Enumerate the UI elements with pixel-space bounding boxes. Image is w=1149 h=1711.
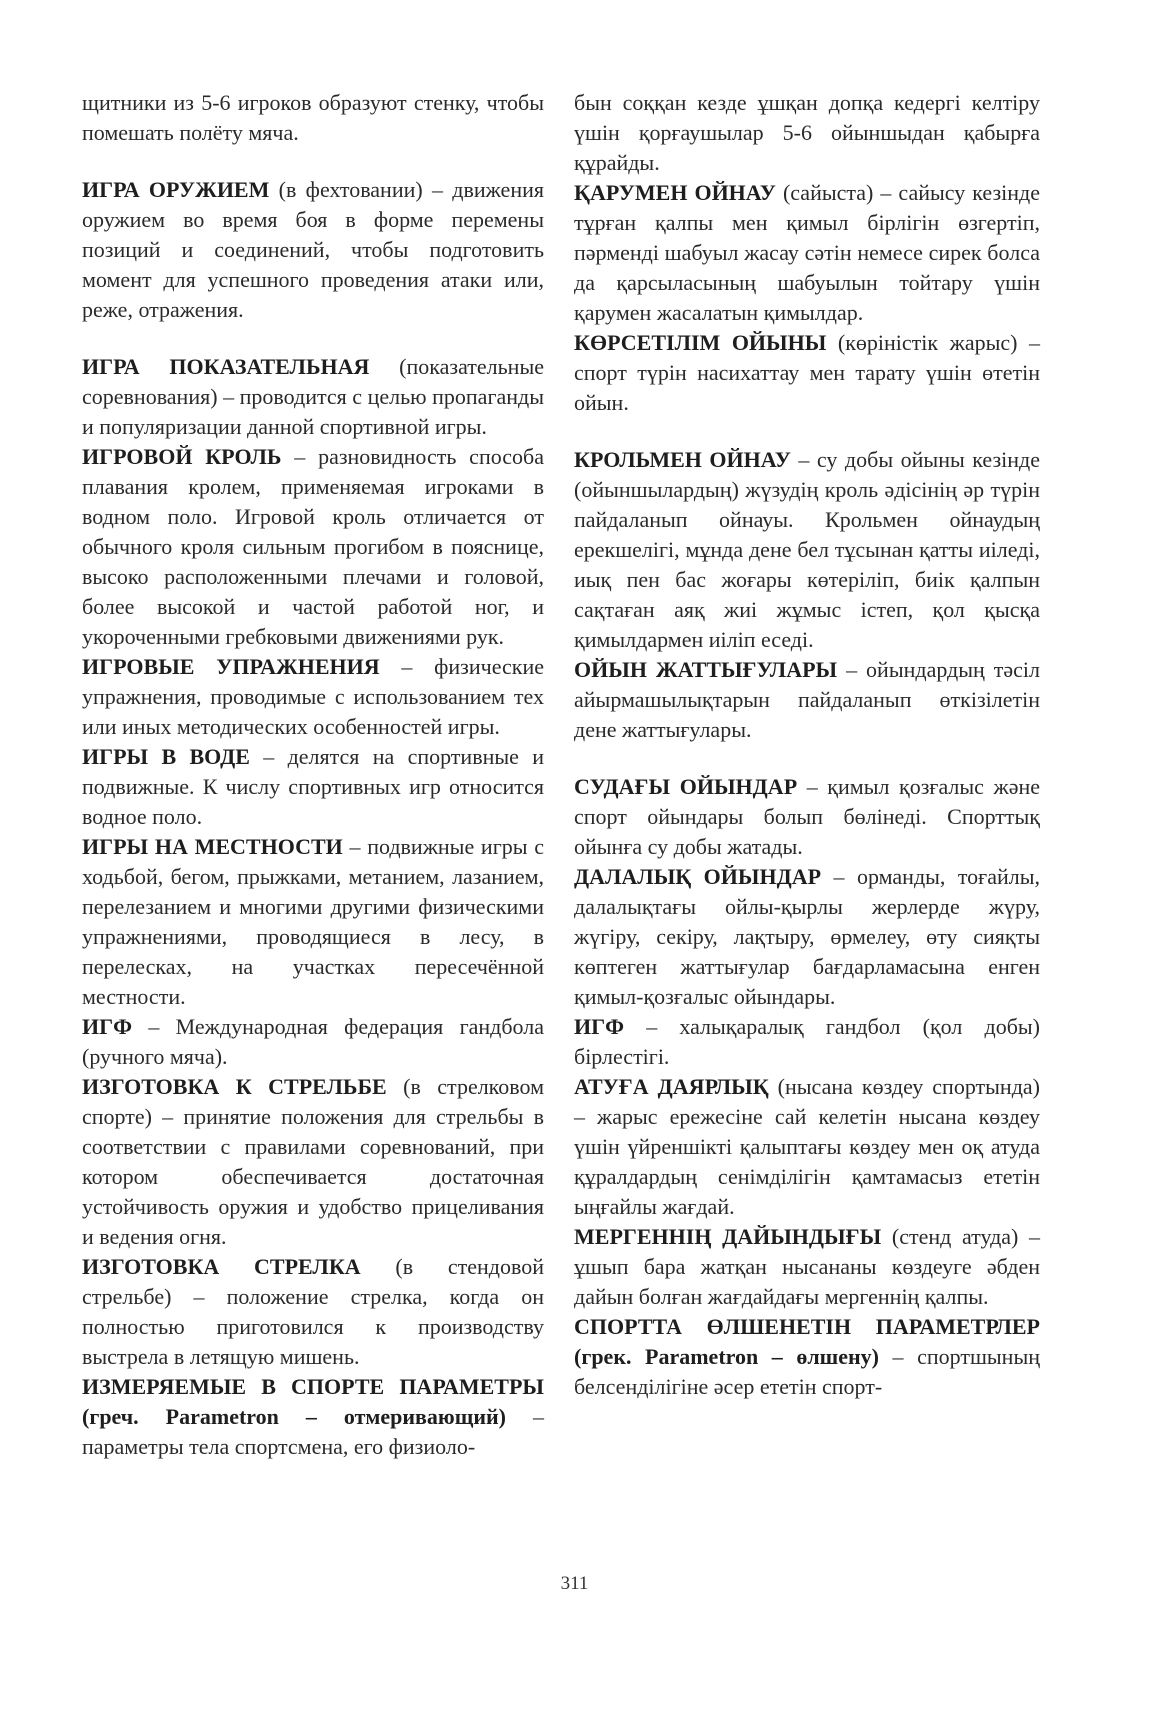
entry-term: СУДАҒЫ ОЙЫНДАР [574, 774, 798, 799]
entry-term: ИГРОВОЙ КРОЛЬ [82, 444, 282, 469]
entry-term: АТУҒА ДАЯРЛЫҚ [574, 1074, 769, 1099]
entry-term: ИЗГОТОВКА К СТРЕЛЬБЕ [82, 1074, 387, 1099]
dictionary-entry [574, 445, 1040, 655]
dictionary-entry [82, 1012, 544, 1072]
entry-definition: (стенд атуда) – ұшып бара жатқан нысананы көздеуге әбден дайын болған жағдайдағы мергеннің қалпы. [574, 1224, 1040, 1309]
russian-column [82, 88, 544, 1462]
entry-spacer [82, 325, 544, 352]
entry-term: КӨРСЕТІЛІМ ОЙЫНЫ [574, 330, 827, 355]
entry-definition: (в стрелковом спорте) – принятие положения для стрельбы в соответствии с правилами соревнований, при котором обеспечивается достаточная устойчивость оружия и удобство прицеливания и ведения огня. [82, 1074, 544, 1249]
entry-term: ДАЛАЛЫҚ ОЙЫНДАР [574, 864, 822, 889]
dictionary-entry [82, 88, 544, 148]
entry-definition: – орманды, тоғайлы, далалықтағы ойлы-қырлы жерлерде жүру, жүгіру, секіру, лақтыру, өрмелеу, өту сияқты көптеген жаттығулар бағдарламасына енген қимыл-қозғалыс ойындары. [574, 864, 1040, 1009]
page-number: 311 [560, 1573, 589, 1594]
entry-definition: – разновидность способа плавания кролем, применяемая игроками в водном поло. Игровой кроль отличается от обычного кроля сильным прогибом в пояснице, высоко расположенными плечами и головой, более высокой и частой работой ног, и укороченными гребковыми движениями рук. [82, 444, 544, 649]
entry-term: ОЙЫН ЖАТТЫҒУЛАРЫ [574, 657, 838, 682]
entry-term: ҚАРУМЕН ОЙНАУ [574, 180, 776, 205]
entry-definition: (сайыста) – сайысу кезінде тұрған қалпы мен қимыл бірлігін өзгертіп, пәрменді шабуыл жасау сәтін немесе сирек болса да қарсыласының шабуылын тойтару үшін қарумен жасалатын қимылдар. [574, 180, 1040, 325]
entry-term: КРОЛЬМЕН ОЙНАУ [574, 447, 791, 472]
entry-definition: (показательные соревнования) – проводится с целью пропаганды и популяризации данной спортивной игры. [82, 354, 544, 439]
dictionary-entry [574, 862, 1040, 1012]
entry-definition: – ойындардың тәсіл айырмашылықтарын пайдаланып өткізілетін дене жаттығулары. [574, 657, 1040, 742]
entry-definition: – спортшының белсенділігіне әсер ететін спорт- [574, 1344, 1040, 1399]
dictionary-entry [82, 1072, 544, 1252]
dictionary-entry [574, 178, 1040, 328]
entry-definition: – физические упражнения, проводимые с использованием тех или иных методических особенностей игры. [82, 654, 544, 739]
entry-definition: щитники из 5-6 игроков образуют стенку, чтобы помешать полёту мяча. [82, 90, 544, 145]
entry-definition: – су добы ойыны кезінде (ойыншылардың) жүзудің кроль әдісінің әр түрін пайдаланып ойнауы. Крольмен ойнаудың ерекшелігі, мұнда дене бел тұсынан қатты иіледі, иық пен бас жоғары көтеріліп, биік қалпын сақтаған аяқ жиі жұмыс істеп, қол қысқа қимылдармен иіліп еседі. [574, 447, 1040, 652]
entry-term: ИГФ [574, 1014, 625, 1039]
dictionary-entry [82, 175, 544, 325]
dictionary-entry [574, 1072, 1040, 1222]
dictionary-entry [82, 652, 544, 742]
dictionary-entry [82, 1252, 544, 1372]
dictionary-entry [574, 772, 1040, 862]
entry-term: ИГРЫ В ВОДЕ [82, 744, 250, 769]
entry-term: ИЗГОТОВКА СТРЕЛКА [82, 1254, 361, 1279]
kazakh-column [574, 88, 1040, 1402]
entry-definition: – параметры тела спортсмена, его физиоло- [82, 1404, 544, 1459]
dictionary-entry [574, 1222, 1040, 1312]
entry-definition: – подвижные игры с ходьбой, бегом, прыжками, метанием, лазанием, перелезанием и многими другими физическими упражнениями, проводящиеся в лесу, в перелесках, на участках пересечённой местности. [82, 834, 544, 1009]
entry-term: ИГРА ОРУЖИЕМ [82, 177, 270, 202]
dictionary-entry [82, 442, 544, 652]
entry-term: ИЗМЕРЯЕМЫЕ В СПОРТЕ ПАРАМЕТРЫ [82, 1374, 544, 1399]
entry-term: ИГФ [82, 1014, 133, 1039]
entry-definition: – делятся на спортивные и подвижные. К числу спортивных игр относится водное поло. [82, 744, 544, 829]
dictionary-entry [82, 1372, 544, 1462]
dictionary-entry [574, 1012, 1040, 1072]
entry-definition: (в фехтовании) – движения оружием во время боя в форме перемены позиций и соединений, чтобы подготовить момент для успешного проведения атаки или, реже, отражения. [82, 177, 544, 322]
entry-spacer [574, 418, 1040, 445]
entry-spacer [82, 148, 544, 175]
entry-definition: – халықаралық гандбол (қол добы) бірлестігі. [574, 1014, 1040, 1069]
entry-etymology: (грек. Parametron – өлшену) [574, 1344, 880, 1369]
entry-spacer [574, 745, 1040, 772]
entry-term: ИГРА ПОКАЗАТЕЛЬНАЯ [82, 354, 370, 379]
dictionary-entry [574, 328, 1040, 418]
entry-definition: – Международная федерация гандбола (ручного мяча). [82, 1014, 544, 1069]
entry-definition: – қимыл қозғалыс және спорт ойындары болып бөлінеді. Спорттық ойынға су добы жатады. [574, 774, 1041, 859]
dictionary-entry [574, 1312, 1040, 1402]
entry-definition: (в стендовой стрельбе) – положение стрелка, когда он полностью приготовился к производству выстрела в летящую мишень. [82, 1254, 544, 1369]
entry-term: СПОРТТА ӨЛШЕНЕТІН ПАРАМЕТРЛЕР [574, 1314, 1040, 1339]
dictionary-entry [82, 352, 544, 442]
dictionary-entry [574, 88, 1040, 178]
dictionary-entry [82, 832, 544, 1012]
entry-term: ИГРЫ НА МЕСТНОСТИ [82, 834, 343, 859]
dictionary-entry [574, 655, 1040, 745]
entry-definition: (нысана көздеу спортында) – жарыс ережесіне сай келетін нысана көздеу үшін үйреншікті қалыптағы көздеу мен оқ атуда құралдардың сенімділігін қамтамасыз ететін ыңғайлы жағдай. [574, 1074, 1040, 1219]
entry-term: МЕРГЕННІҢ ДАЙЫНДЫҒЫ [574, 1224, 882, 1249]
entry-term: ИГРОВЫЕ УПРАЖНЕНИЯ [82, 654, 380, 679]
entry-definition: бын соққан кезде ұшқан допқа кедергі келтіру үшін қорғаушылар 5-6 ойыншыдан қабырға құрайды. [574, 90, 1040, 175]
entry-definition: (көріністік жарыс) – спорт түрін насихаттау мен тарату үшін өтетін ойын. [574, 330, 1040, 415]
entry-etymology: (греч. Parametron – отмеривающий) [82, 1404, 506, 1429]
dictionary-entry [82, 742, 544, 832]
